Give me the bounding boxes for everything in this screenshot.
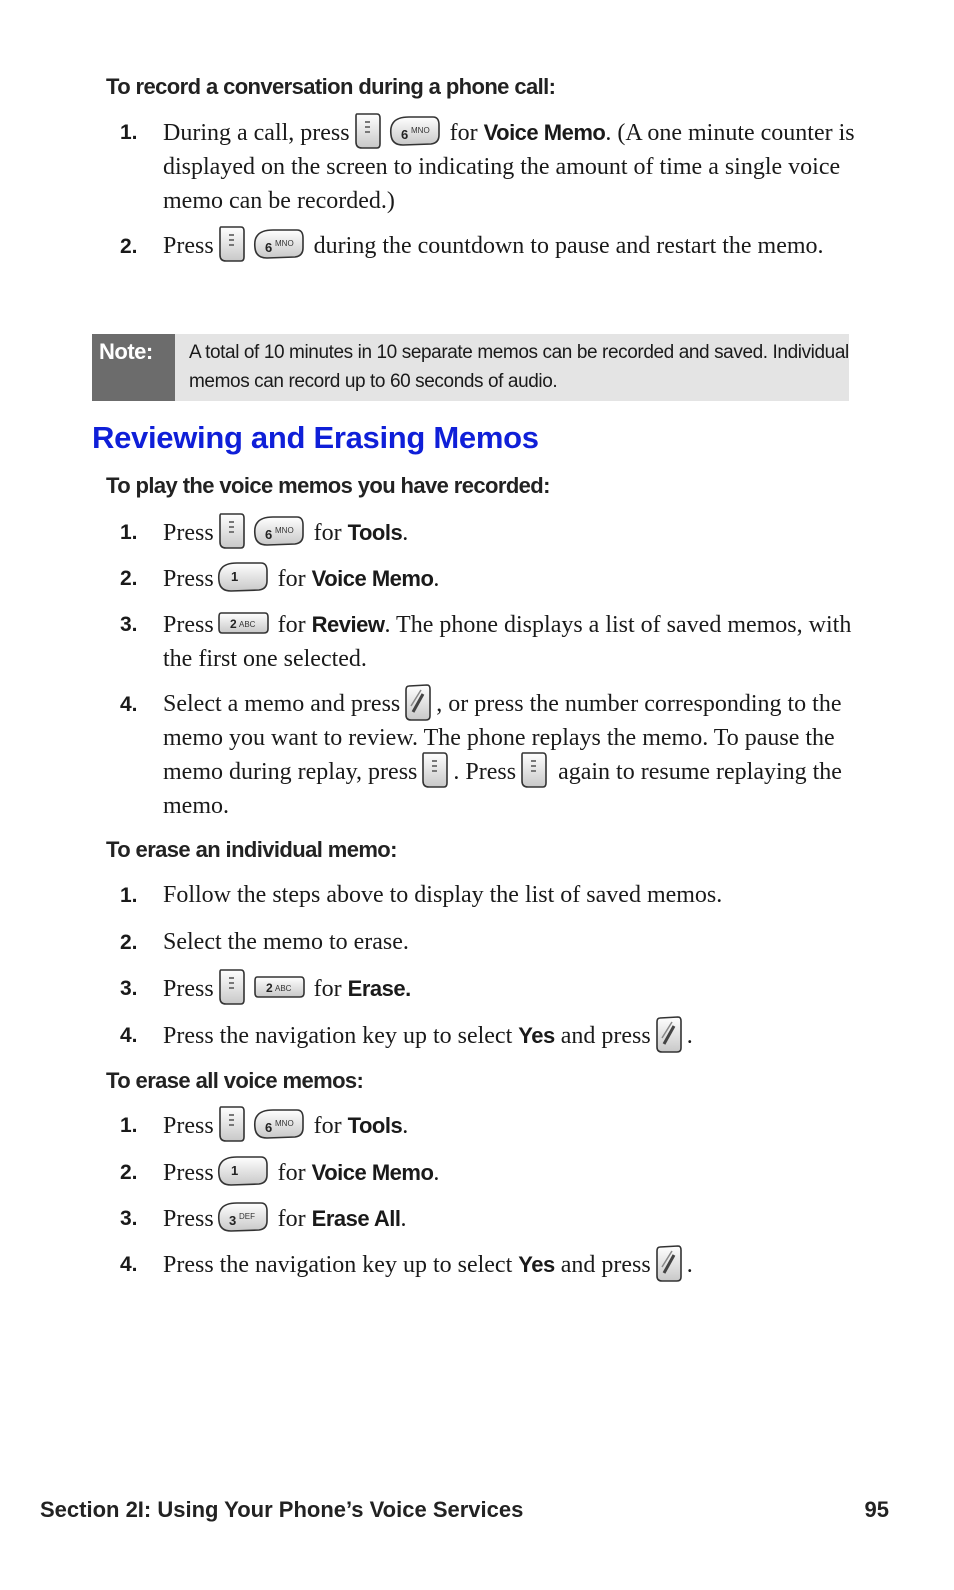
step-text: for: [443, 120, 484, 146]
erase-one-step-2: [120, 926, 860, 960]
menu-key-icon: [217, 1104, 247, 1144]
page-number: 95: [864, 1497, 889, 1522]
key-digit: 6: [264, 1120, 272, 1136]
step-text: for: [307, 976, 348, 1002]
play-step-1: [120, 516, 860, 551]
menu-key-icon: [353, 111, 383, 151]
step-text: .: [433, 1160, 440, 1186]
step-number: 2.: [120, 931, 138, 954]
section-title: Reviewing and Erasing Memos: [92, 420, 539, 455]
key-letters: ABC: [274, 984, 292, 994]
erase-one-step-3: [120, 972, 860, 1007]
step-text: for: [271, 1160, 312, 1186]
note-label: Note:: [92, 334, 175, 401]
step-text: and press: [554, 1023, 651, 1049]
footer-section-title: Section 2I: Using Your Phone’s Voice Services: [40, 1497, 524, 1522]
erase-all-step-3: [120, 1202, 860, 1237]
step-text: Press: [163, 976, 214, 1002]
erase-all-step-2: [120, 1156, 860, 1191]
keyword: Tools: [347, 1113, 403, 1138]
erase-one-step-1: [120, 879, 860, 913]
step-number: 1.: [120, 521, 138, 544]
step-text: Press: [163, 1160, 214, 1186]
key-letters: DEF: [238, 1212, 255, 1222]
step-number: 2.: [120, 567, 138, 590]
key-digit: 2: [265, 981, 273, 996]
play-step-2: [120, 562, 860, 597]
key-2-abc-icon: [217, 610, 269, 636]
key-digit: 1: [230, 1163, 238, 1179]
step-text: . Press: [453, 758, 517, 785]
key-digit: 3: [228, 1213, 236, 1229]
step-text: .: [433, 566, 440, 592]
key-letters: MNO: [410, 126, 430, 136]
keyword: Erase.: [347, 976, 411, 1001]
key-6-mno-icon: [253, 515, 305, 547]
step-number: 3.: [120, 1207, 138, 1230]
erase-one-step-4: [120, 1019, 860, 1054]
key-digit: 1: [230, 569, 238, 585]
step-text: Press: [163, 1206, 214, 1232]
step-number: 4.: [120, 1253, 138, 1276]
step-text: .: [402, 1113, 409, 1139]
step-text: again to resume replaying the memo.: [163, 758, 848, 820]
record-step-2: [120, 230, 860, 264]
play-step-3: [120, 608, 860, 676]
key-letters: MNO: [274, 1119, 294, 1129]
step-text: Press: [163, 1113, 214, 1139]
key-letters: MNO: [274, 239, 294, 249]
step-text: for: [307, 520, 348, 546]
key-digit: 2: [229, 617, 237, 632]
menu-key-icon: [217, 967, 247, 1007]
step-text: . The phone displays a list of saved memos, with the first one selected.: [163, 612, 858, 672]
step-text: .: [402, 520, 409, 546]
step-text: during the countdown to pause and restart the memo.: [307, 233, 824, 259]
step-text: for: [271, 566, 312, 592]
step-text: .: [400, 1206, 407, 1232]
step-number: 1.: [120, 884, 138, 907]
step-text: for: [271, 1206, 312, 1232]
key-letters: ABC: [238, 620, 256, 630]
step-text: Press: [163, 612, 214, 638]
key-digit: 6: [264, 527, 272, 543]
note-box: [92, 334, 849, 401]
keyword: Review: [311, 612, 385, 637]
subheading-play-memos: To play the voice memos you have recorded:: [106, 473, 550, 498]
subheading-erase-all: To erase all voice memos:: [106, 1068, 364, 1093]
erase-all-step-1: [120, 1109, 860, 1144]
key-3-def-icon: [217, 1201, 269, 1233]
menu-key-icon: [420, 750, 450, 790]
step-number: 4.: [120, 1024, 138, 1047]
key-1-icon: [217, 1155, 269, 1187]
step-text: .: [686, 1252, 693, 1278]
step-text: and press: [554, 1252, 651, 1278]
step-number: 2.: [120, 235, 138, 258]
key-letters: MNO: [274, 526, 294, 536]
step-number: 4.: [120, 693, 138, 716]
step-text: Select a memo and press: [163, 691, 401, 717]
key-6-mno-icon: [253, 228, 305, 260]
step-number: 3.: [120, 613, 138, 636]
step-number: 1.: [120, 1114, 138, 1137]
note-text: A total of 10 minutes in 10 separate memos can be recorded and saved. Individual memos can record up to 60 seconds of audio.: [189, 342, 849, 392]
ok-key-icon: [654, 1014, 684, 1054]
ok-key-icon: [403, 682, 433, 722]
step-text: , or press the number corresponding to the memo you want to review. The phone replays the memo. To pause the memo during replay, press: [163, 691, 848, 785]
keyword: Voice Memo: [483, 120, 606, 145]
step-number: 1.: [120, 121, 138, 144]
record-step-1: [120, 116, 860, 218]
step-text: .: [686, 1023, 693, 1049]
key-1-icon: [217, 561, 269, 593]
step-text: Follow the steps above to display the list of saved memos.: [163, 882, 723, 908]
menu-key-icon: [519, 750, 549, 790]
step-text: Press: [163, 566, 214, 592]
erase-all-step-4: [120, 1248, 860, 1283]
step-text: Press the navigation key up to select: [163, 1023, 519, 1049]
step-text: Press: [163, 233, 214, 259]
step-text: Select the memo to erase.: [163, 929, 409, 955]
key-digit: 6: [264, 240, 272, 256]
keyword: Erase All: [311, 1206, 401, 1231]
subheading-record-during-call: To record a conversation during a phone call:: [106, 74, 556, 99]
keyword: Voice Memo: [311, 566, 434, 591]
step-text: Press: [163, 520, 214, 546]
play-step-4: [120, 688, 860, 824]
key-6-mno-icon: [253, 1108, 305, 1140]
step-text: During a call, press: [163, 120, 350, 146]
keyword: Yes: [518, 1252, 555, 1277]
keyword: Yes: [518, 1023, 555, 1048]
step-text: Press the navigation key up to select: [163, 1252, 519, 1278]
key-2-abc-icon: [253, 974, 305, 1000]
key-6-mno-icon: [389, 115, 441, 147]
ok-key-icon: [654, 1243, 684, 1283]
step-text: . (A one minute counter is displayed on the screen to indicating the amount of time a single voice memo can be recorded.): [163, 120, 861, 214]
step-number: 3.: [120, 977, 138, 1000]
step-text: for: [271, 612, 312, 638]
keyword: Tools: [347, 520, 403, 545]
keyword: Voice Memo: [311, 1160, 434, 1185]
step-text: for: [307, 1113, 348, 1139]
step-number: 2.: [120, 1161, 138, 1184]
menu-key-icon: [217, 511, 247, 551]
subheading-erase-individual: To erase an individual memo:: [106, 837, 397, 862]
key-digit: 6: [400, 127, 408, 143]
menu-key-icon: [217, 224, 247, 264]
